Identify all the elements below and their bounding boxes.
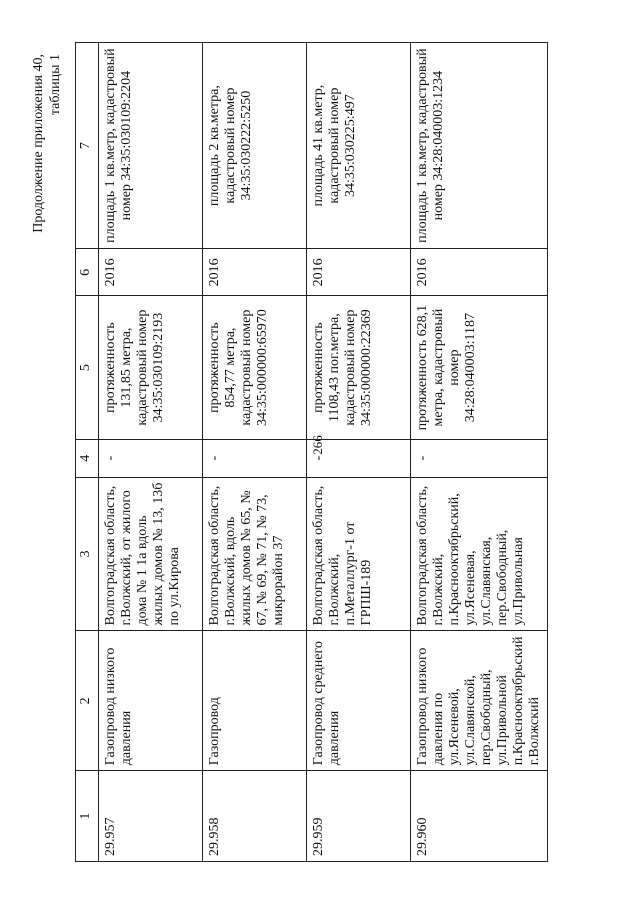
- column-4-value: -: [307, 439, 411, 477]
- property-table: [75, 42, 548, 862]
- object-address: Волгоградская область, г.Волжский, вдоль жилых домов № 65, № 67, № 69, № 71, № 73, микрорайон 37: [203, 477, 307, 631]
- header-col-1: 1: [76, 771, 99, 862]
- object-length: протяженность 628,1 метра, кадастровый номер 34:28:040003:1187: [411, 296, 548, 439]
- land-plot-info: площадь 1 кв.метр, кадастровый номер 34:28:040003:1234: [411, 43, 548, 249]
- object-year: 2016: [411, 249, 548, 296]
- table-row: [99, 43, 203, 862]
- page-number: 266: [310, 435, 325, 455]
- table-row: [307, 43, 411, 862]
- land-plot-info: площадь 41 кв.метр, кадастровый номер 34:35:030225:497: [307, 43, 411, 249]
- column-4-value: -: [411, 439, 548, 477]
- object-address: Волгоградская область, г.Волжский, п.Краснооктябрьский, ул.Ясеневая, ул.Славянская, пер.Свободный, ул.Привольная: [411, 477, 548, 631]
- table-row: [203, 43, 307, 862]
- object-year: 2016: [307, 249, 411, 296]
- land-plot-info: площадь 2 кв.метра, кадастровый номер 34:35:030222:5250: [203, 43, 307, 249]
- header-col-7: 7: [76, 43, 99, 249]
- table-caption: [30, 54, 64, 862]
- column-4-value: -: [203, 439, 307, 477]
- caption-line-2: таблицы 1: [48, 54, 63, 116]
- land-plot-info: площадь 1 кв.метр, кадастровый номер 34:35:030109:2204: [99, 43, 203, 249]
- object-name: Газопровод низкого давления: [99, 631, 203, 771]
- object-length: протяженность 131,85 метра, кадастровый номер 34:35:030109:2193: [99, 296, 203, 439]
- object-year: 2016: [99, 249, 203, 296]
- object-name: Газопровод среднего давления: [307, 631, 411, 771]
- row-number: 29.958: [203, 771, 307, 862]
- header-col-4: 4: [76, 439, 99, 477]
- object-length: протяженность 1108,43 пог.метра, кадастровый номер 34:35:000000:22369: [307, 296, 411, 439]
- row-number: 29.959: [307, 771, 411, 862]
- object-year: 2016: [203, 249, 307, 296]
- table-row: [411, 43, 548, 862]
- object-address: Волгоградская область, г.Волжский, п.Металлург-1 от ГРПШ-189: [307, 477, 411, 631]
- caption-line-1: Продолжение приложения 40,: [31, 54, 46, 233]
- header-col-3: 3: [76, 477, 99, 631]
- row-number: 29.960: [411, 771, 548, 862]
- header-col-5: 5: [76, 296, 99, 439]
- table-header-row: [76, 43, 99, 862]
- object-name: Газопровод низкого давления по ул.Ясеневой, ул.Славянской, пер.Свободный, ул.Привольной п.Краснооктябрьский г.Волжский: [411, 631, 548, 771]
- object-length: протяженность 854,77 метра, кадастровый номер 34:35:000000:65970: [203, 296, 307, 439]
- header-col-2: 2: [76, 631, 99, 771]
- column-4-value: -: [99, 439, 203, 477]
- header-col-6: 6: [76, 249, 99, 296]
- object-address: Волгоградская область, г.Волжский, от жилого дома № 1 1а вдоль жилых домов № 13, 13б по ул.Кирова: [99, 477, 203, 631]
- object-name: Газопровод: [203, 631, 307, 771]
- row-number: 29.957: [99, 771, 203, 862]
- rotated-page-content: [30, 42, 590, 862]
